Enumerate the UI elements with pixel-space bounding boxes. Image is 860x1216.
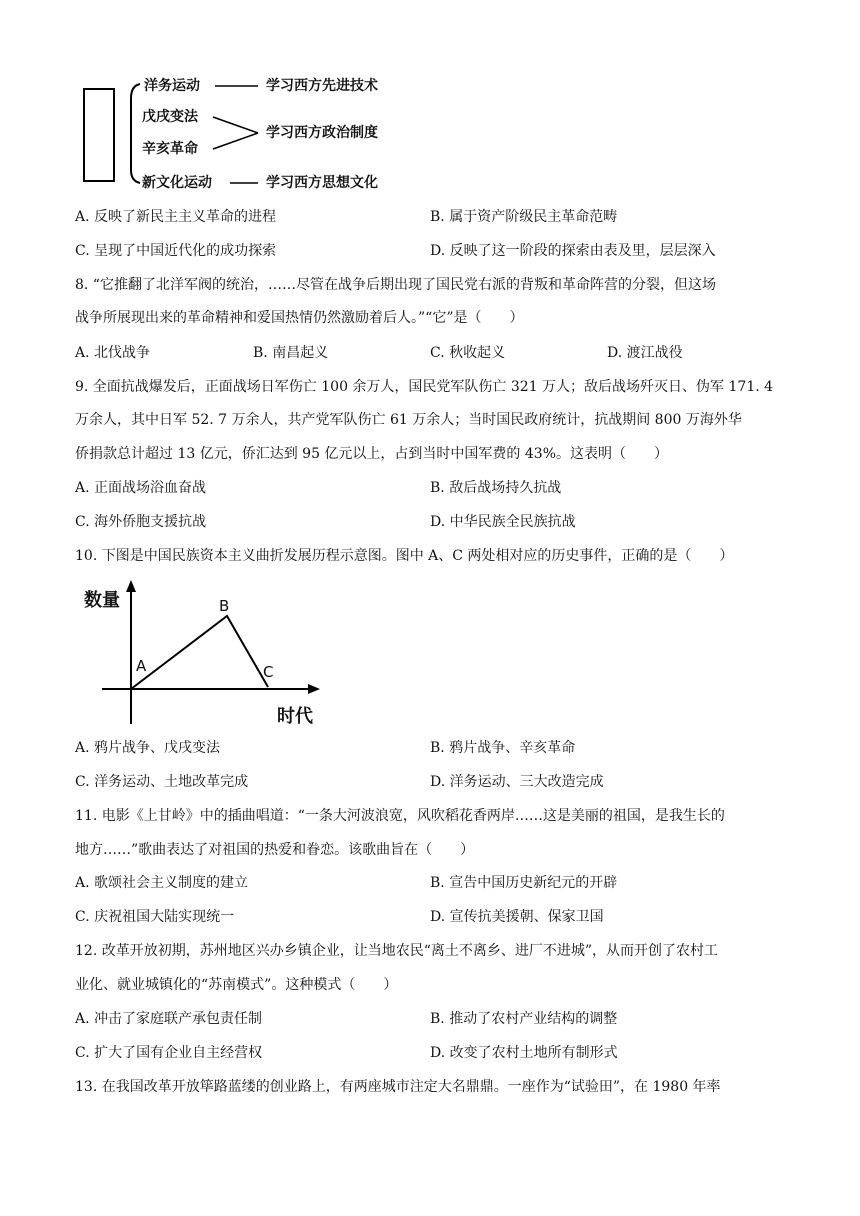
diagram-result: 学习西方思想文化 <box>266 175 378 191</box>
option-b[interactable]: B. 属于资产阶级民主革命范畴 <box>430 209 618 225</box>
option-d[interactable]: D. 改变了农村土地所有制形式 <box>430 1045 618 1061</box>
option-b[interactable]: B. 南昌起义 <box>253 345 329 361</box>
option-c[interactable]: C. 呈现了中国近代化的成功探索 <box>75 243 277 259</box>
question-stem: 侨捐款总计超过 13 亿元，侨汇达到 95 亿元以上，占到当时中国军费的 43%。这表明（ ） <box>75 446 668 462</box>
option-d[interactable]: D. 渡江战役 <box>607 345 683 361</box>
question-stem: 9. 全面抗战爆发后，正面战场日军伤亡 100 余万人，国民党军队伤亡 321 万人；敌后战场歼灭日、伪军 171. 4 <box>75 379 774 395</box>
diagram-item: 辛亥革命 <box>142 141 198 157</box>
option-a[interactable]: A. 冲击了家庭联产承包责任制 <box>75 1011 263 1027</box>
option-d[interactable]: D. 反映了这一阶段的探索由表及里，层层深入 <box>430 243 716 259</box>
question-stem: 10. 下图是中国民族资本主义曲折发展历程示意图。图中 A、C 两处相对应的历史事件，正确的是（ ） <box>75 548 734 564</box>
option-c[interactable]: C. 海外侨胞支援抗战 <box>75 514 207 530</box>
option-a[interactable]: A. 正面战场浴血奋战 <box>75 480 207 496</box>
option-c[interactable]: C. 洋务运动、土地改革完成 <box>75 774 249 790</box>
diagram-item: 新文化运动 <box>142 175 212 191</box>
option-a[interactable]: A. 鸦片战争、戊戌变法 <box>75 740 221 756</box>
diagram-item: 戊戌变法 <box>142 109 198 125</box>
question-stem: 8. “它推翻了北洋军阀的统治，……尽管在战争后期出现了国民党右派的背叛和革命阵营的分裂，但这场 <box>75 277 716 293</box>
diagram-item: 洋务运动 <box>144 78 200 94</box>
option-b[interactable]: B. 敌后战场持久抗战 <box>430 480 562 496</box>
graph-point-a: A <box>136 657 147 675</box>
diagram-result: 学习西方政治制度 <box>266 125 378 141</box>
option-c[interactable]: C. 庆祝祖国大陆实现统一 <box>75 909 235 925</box>
option-b[interactable]: B. 宣告中国历史新纪元的开辟 <box>430 875 618 891</box>
diagram-result: 学习西方先进技术 <box>266 78 378 94</box>
question-stem: 13. 在我国改革开放筚路蓝缕的创业路上，有两座城市注定大名鼎鼎。一座作为“试验田”，在 1980 年率 <box>75 1079 721 1095</box>
question-stem: 战争所展现出来的革命精神和爱国热情仍然激励着后人。”“它”是（ ） <box>75 310 524 326</box>
option-d[interactable]: D. 洋务运动、三大改造完成 <box>430 774 604 790</box>
option-d[interactable]: D. 中华民族全民族抗战 <box>430 514 576 530</box>
option-d[interactable]: D. 宣传抗美援朝、保家卫国 <box>430 909 604 925</box>
question-stem: 万余人，其中日军 52. 7 万余人，共产党军队伤亡 61 万余人；当时国民政府统计，抗战期间 800 万海外华 <box>75 412 742 428</box>
graph-ylabel: 数量 <box>84 590 120 611</box>
graph-point-c: C <box>263 663 274 681</box>
question-stem: 业化、就业城镇化的“苏南模式”。这种模式（ ） <box>75 977 398 993</box>
option-c[interactable]: C. 秋收起义 <box>430 345 506 361</box>
option-a[interactable]: A. 歌颂社会主义制度的建立 <box>75 875 249 891</box>
option-b[interactable]: B. 推动了农村产业结构的调整 <box>430 1011 618 1027</box>
question-stem: 地方……”歌曲表达了对祖国的热爱和眷恋。该歌曲旨在（ ） <box>75 842 475 858</box>
option-a[interactable]: A. 北伐战争 <box>75 345 151 361</box>
graph-xlabel: 时代 <box>277 706 313 727</box>
question-stem: 12. 改革开放初期，苏州地区兴办乡镇企业，让当地农民“离土不离乡、进厂不进城”，从而开创了农村工 <box>75 943 719 959</box>
option-b[interactable]: B. 鸦片战争、辛亥革命 <box>430 740 576 756</box>
option-c[interactable]: C. 扩大了国有企业自主经营权 <box>75 1045 263 1061</box>
graph-point-b: B <box>219 597 230 615</box>
option-a[interactable]: A. 反映了新民主主义革命的进程 <box>75 209 277 225</box>
question-stem: 11. 电影《上甘岭》中的插曲唱道：“一条大河波浪宽，风吹稻花香两岸……这是美丽的祖国，是我生长的 <box>75 808 725 824</box>
